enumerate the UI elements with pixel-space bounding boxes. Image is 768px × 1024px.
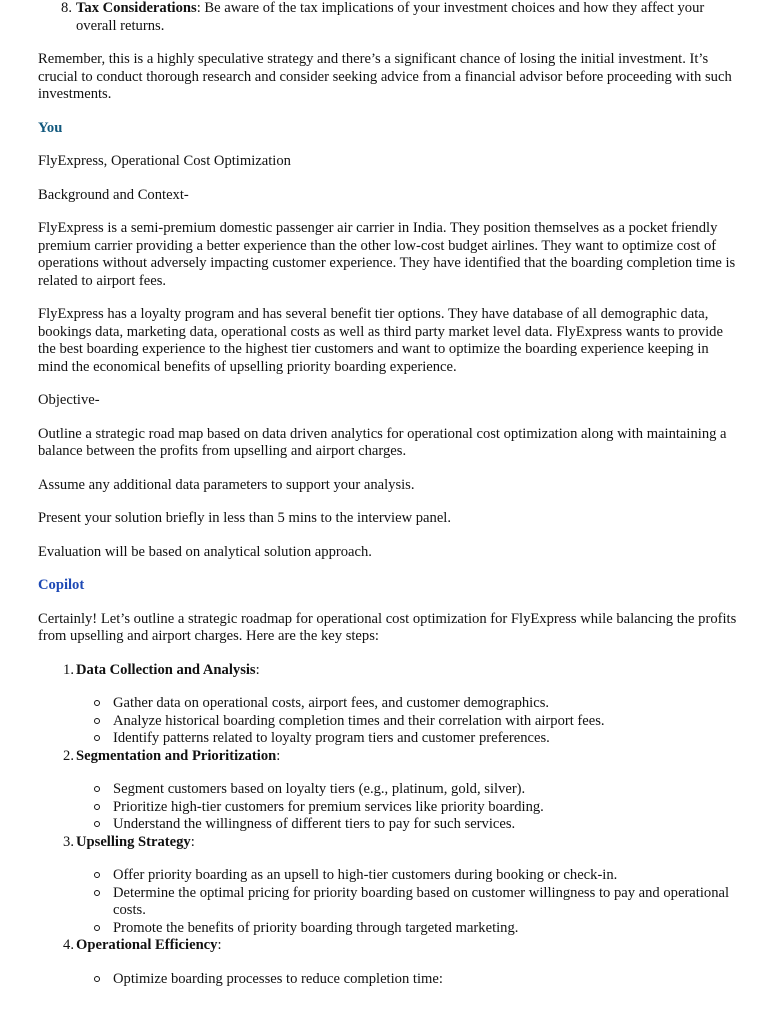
steps-list [38,662,738,989]
step-colon: : [276,747,281,764]
bullet-icon [94,700,100,706]
list-item [38,799,738,817]
message-paragraph: Outline a strategic road map based on data driven analytics for operational cost optimization along with maintaining a balance between the profits from upselling and airport charges. [38,425,727,459]
step-title: Data Collection and Analysis [76,661,256,678]
copilot-label: Copilot [38,577,85,593]
step-title: Upselling Strategy [76,833,191,850]
bullet-text: Understand the willingness of different tiers to pay for such services. [113,816,516,832]
message-paragraph: Background and Context- [38,186,189,203]
list-item [38,781,738,799]
bullet-icon [94,735,100,741]
message-paragraph: Objective- [38,392,100,408]
bullet-text: Segment customers based on loyalty tiers (e.g., platinum, gold, silver). [113,781,526,797]
step-heading [38,834,738,852]
user-label: You [38,119,63,136]
bullet-icon [94,718,100,724]
list-number: 8. [61,0,72,16]
list-item [38,695,738,713]
step-bullets [38,781,738,834]
list-item [38,920,738,938]
list-item-text: : Be aware of the tax implications of your investment choices and how they affect your overall returns. [76,0,705,34]
list-item [38,885,738,920]
step-number: 1. [63,661,74,678]
step-colon: : [190,833,195,850]
bullet-icon [94,872,100,878]
bullet-icon [94,821,100,827]
bullet-text: Determine the optimal pricing for priority boarding based on customer willingness to pay and operational costs. [113,884,730,918]
step-bullets [38,971,738,989]
message-paragraph: FlyExpress, Operational Cost Optimization [38,153,291,169]
bullet-text: Analyze historical boarding completion times and their correlation with airport fees. [113,712,605,729]
step-heading [38,748,738,766]
step-number: 2. [63,747,74,764]
bullet-icon [94,925,100,931]
step-bullets [38,867,738,937]
message-paragraph: Assume any additional data parameters to support your analysis. [38,476,415,493]
list-item [38,816,738,834]
list-item [38,713,738,731]
step-heading [38,937,738,955]
list-item [38,730,738,748]
list-item [38,867,738,885]
step-number: 3. [63,833,74,850]
chat-transcript [38,0,738,988]
message-paragraph: FlyExpress is a semi-premium domestic passenger air carrier in India. They position themselves as a pocket friendly premium carrier providing a better experience than the other low-cost budget airlines. They want to optimize cost of operations without adversely impacting customer experience. They have identified that the boarding completion time is related to airport fees. [38,220,736,289]
list-item-tax-considerations [38,0,738,35]
disclaimer-paragraph: Remember, this is a highly speculative strategy and there’s a significant chance of losing the initial investment. It’s crucial to conduct thorough research and consider seeking advice from a financial advisor before proceeding with such investments. [38,51,732,102]
bullet-text: Prioritize high-tier customers for premium services like priority boarding. [113,798,544,815]
bullet-icon [94,804,100,810]
step-title: Operational Efficiency [76,937,218,953]
bullet-icon [94,890,100,896]
bullet-text: Optimize boarding processes to reduce completion time: [113,970,443,987]
message-paragraph: FlyExpress has a loyalty program and has several benefit tier options. They have database of all demographic data, bookings data, marketing data, operational costs as well as third party market level data. FlyExpress wants to provide the best boarding experience to the highest tier customers and want to optimize the boarding experience keeping in mind the economical benefits of upselling priority boarding experience. [38,306,723,375]
list-item-title: Tax Considerations [76,0,197,16]
step-colon: : [255,661,260,678]
list-item [38,971,738,989]
bullet-text: Gather data on operational costs, airport fees, and customer demographics. [113,695,550,711]
message-paragraph: Evaluation will be based on analytical solution approach. [38,543,372,560]
step-title: Segmentation and Prioritization [76,747,277,764]
message-paragraph: Present your solution briefly in less than 5 mins to the interview panel. [38,510,452,526]
step-colon: : [217,937,222,953]
bullet-icon [94,976,100,982]
user-message [38,153,738,561]
bullet-text: Promote the benefits of priority boarding through targeted marketing. [113,919,519,936]
bullet-icon [94,786,100,792]
step-bullets [38,695,738,748]
bullet-text: Offer priority boarding as an upsell to high-tier customers during booking or check-in. [113,867,618,883]
step-heading [38,662,738,680]
bullet-text: Identify patterns related to loyalty program tiers and customer preferences. [113,730,550,746]
copilot-intro: Certainly! Let’s outline a strategic roadmap for operational cost optimization for FlyExpress while balancing the profits from upselling and airport charges. Here are the key steps: [38,610,737,644]
step-number: 4. [63,937,74,953]
